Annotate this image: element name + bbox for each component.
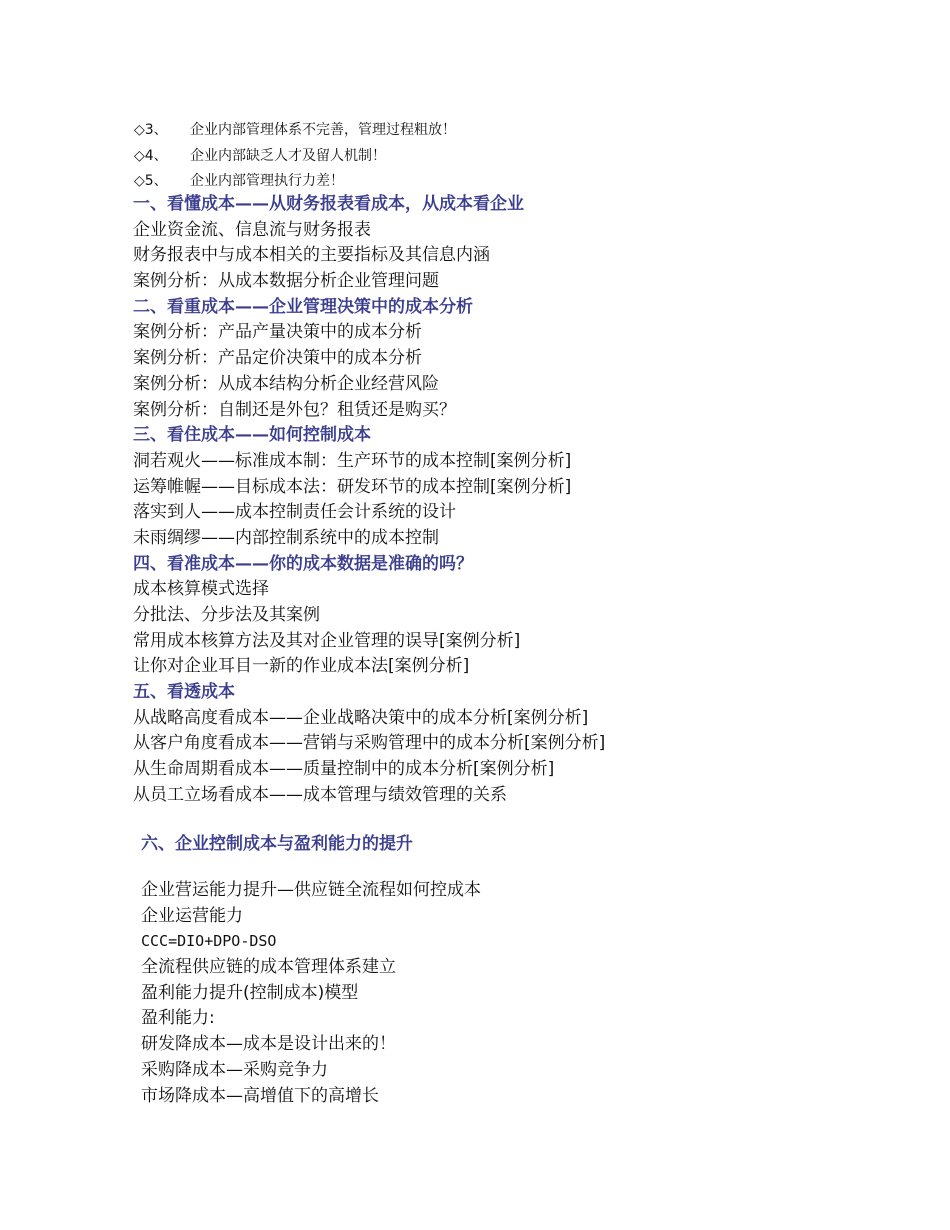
section-item: 未雨绸缪——内部控制系统中的成本控制 [133, 527, 439, 548]
section-item: 运筹帷幄——目标成本法：研发环节的成本控制[案例分析] [133, 476, 572, 497]
section-six-item: 全流程供应链的成本管理体系建立 [141, 957, 396, 978]
section-item: 从客户角度看成本——营销与采购管理中的成本分析[案例分析] [133, 733, 606, 754]
section-six-item: 盈利能力: [141, 1008, 215, 1029]
section-item: 案例分析：自制还是外包？租赁还是购买？ [133, 399, 456, 420]
section-six-item: 市场降成本—高增值下的高增长 [141, 1085, 379, 1106]
intro-item [134, 144, 834, 170]
section-six-item: 盈利能力提升(控制成本)模型 [141, 982, 359, 1003]
outline-sections [133, 192, 833, 809]
section-heading: 三、看住成本——如何控制成本 [133, 425, 371, 446]
section-item: 案例分析：从成本数据分析企业管理问题 [133, 271, 439, 292]
ccc-formula: CCC=DIO+DPO-DSO [141, 932, 277, 951]
section-item: 成本核算模式选择 [133, 579, 269, 600]
intro-marker: ◇4、 [134, 147, 168, 164]
section-six-item: 企业营运能力提升—供应链全流程如何控成本 [141, 880, 481, 900]
section-six-heading: 六、企业控制成本与盈利能力的提升 [141, 834, 413, 854]
section-six-item: 采购降成本—采购竞争力 [141, 1059, 328, 1080]
intro-marker: ◇3、 [134, 122, 168, 138]
section-item: 洞若观火——标准成本制：生产环节的成本控制[案例分析] [133, 450, 572, 471]
section-item: 从战略高度看成本——企业战略决策中的成本分析[案例分析] [133, 707, 589, 728]
intro-item [134, 118, 834, 144]
intro-item [134, 169, 834, 195]
section-item: 分批法、分步法及其案例 [133, 605, 320, 625]
section-item: 财务报表中与成本相关的主要指标及其信息内涵 [133, 245, 490, 266]
section-heading: 五、看透成本 [133, 682, 235, 703]
section-item: 案例分析：产品产量决策中的成本分析 [133, 322, 422, 343]
section-item: 案例分析：从成本结构分析企业经营风险 [133, 373, 439, 394]
intro-text: 企业内部管理执行力差！ [190, 173, 344, 189]
section-six-item: 研发降成本—成本是设计出来的！ [141, 1034, 396, 1055]
section-item: 从员工立场看成本——成本管理与绩效管理的关系 [133, 784, 507, 805]
intro-list [134, 118, 834, 195]
intro-text: 企业内部缺乏人才及留人机制！ [190, 147, 386, 164]
intro-marker: ◇5、 [134, 173, 168, 189]
section-item: 企业资金流、信息流与财务报表 [133, 219, 371, 240]
section-six-item: 企业运营能力 [141, 905, 243, 926]
section-heading: 四、看准成本——你的成本数据是准确的吗？ [133, 553, 473, 574]
intro-text: 企业内部管理体系不完善，管理过程粗放！ [190, 122, 456, 138]
section-heading: 一、看懂成本——从财务报表看成本，从成本看企业 [133, 194, 524, 214]
section-item: 从生命周期看成本——质量控制中的成本分析[案例分析] [133, 759, 555, 780]
section-item: 让你对企业耳目一新的作业成本法[案例分析] [133, 656, 470, 677]
section-six-list [141, 878, 841, 1109]
section-heading: 二、看重成本——企业管理决策中的成本分析 [133, 296, 473, 317]
section-item: 常用成本核算方法及其对企业管理的误导[案例分析] [133, 630, 521, 651]
section-item: 落实到人——成本控制责任会计系统的设计 [133, 502, 456, 523]
section-item: 案例分析：产品定价决策中的成本分析 [133, 348, 422, 369]
